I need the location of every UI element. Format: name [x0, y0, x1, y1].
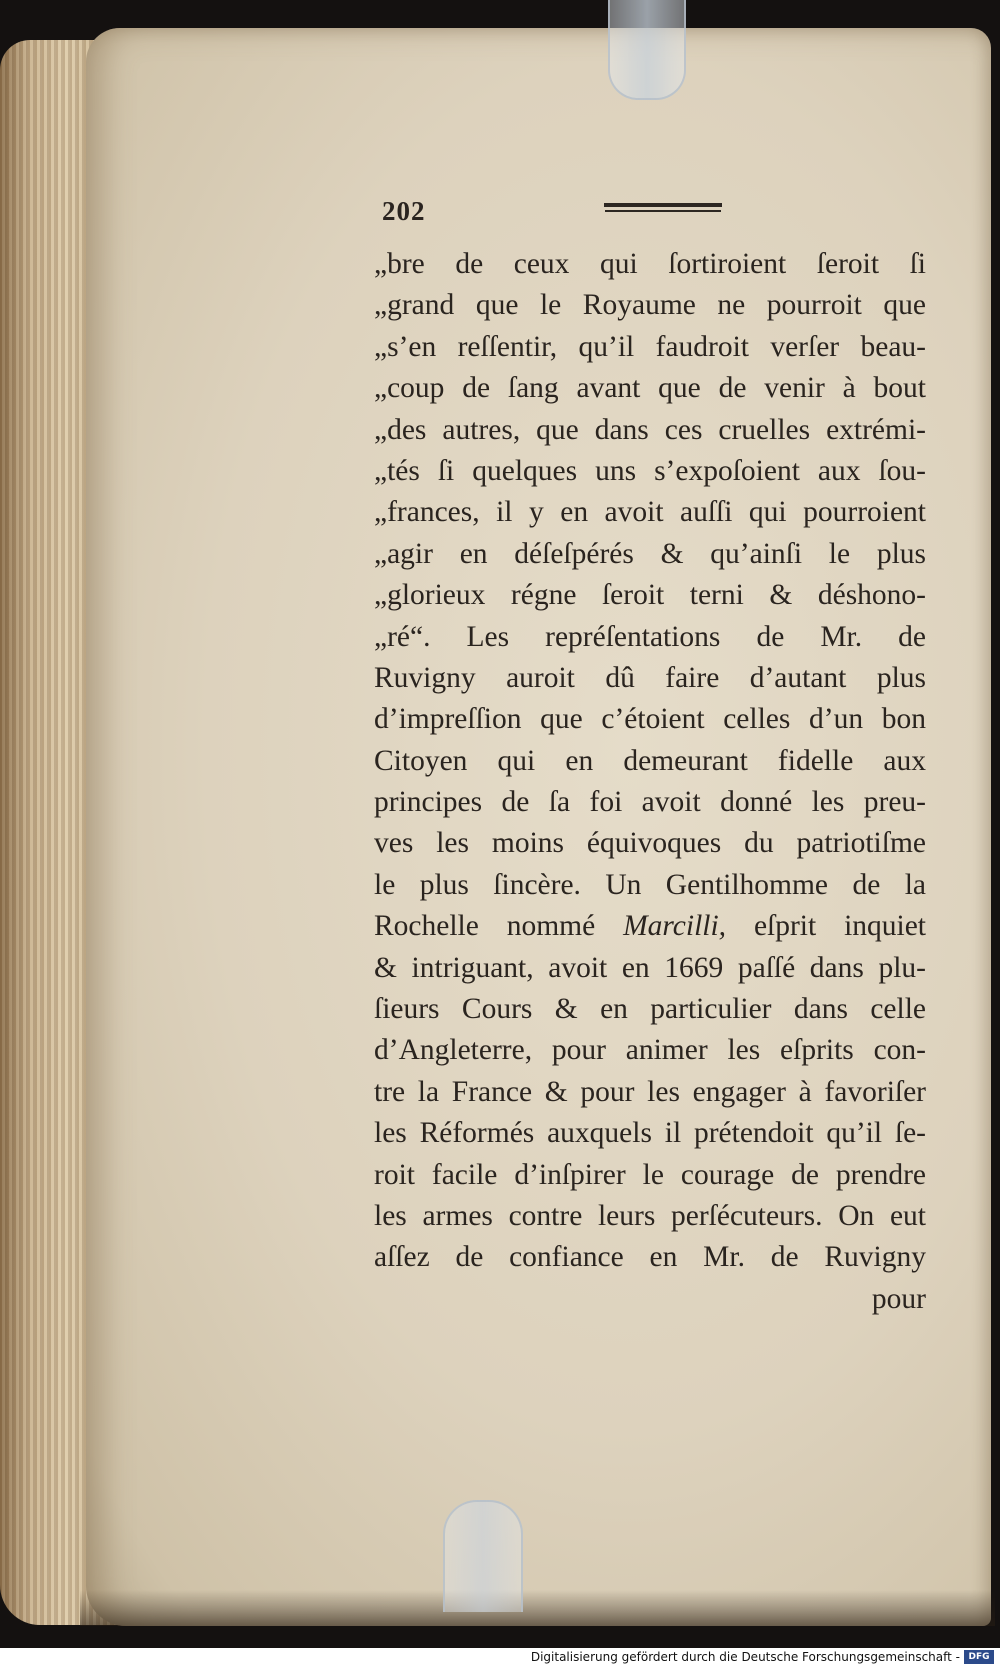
- italic-name: Marcilli,: [623, 910, 727, 943]
- text-line: „grand que le Royaume ne pourroit que: [374, 289, 926, 322]
- text-line: principes de ſa foi avoit donné les preu-: [374, 786, 926, 819]
- text-fragment: Rochelle nommé: [374, 910, 596, 943]
- text-line: le plus ſincère. Un Gentilhomme de la: [374, 868, 926, 901]
- text-line: „bre de ceux qui ſortiroient ſeroit ſi: [374, 248, 926, 280]
- digitization-credit: Digitalisierung gefördert durch die Deutsche Forschungsgemeinschaft -: [530, 1650, 960, 1664]
- text-line: Citoyen qui en demeurant fidelle aux: [374, 744, 926, 777]
- text-line: „ré“. Les repréſentations de Mr. de: [374, 620, 926, 653]
- text-line: aſſez de confiance en Mr. de Ruvigny: [374, 1241, 926, 1274]
- text-line: les armes contre leurs perſécuteurs. On eut: [374, 1199, 926, 1232]
- text-line-with-name: [374, 906, 926, 947]
- body-text: [374, 244, 926, 1320]
- bottom-page-clip: [443, 1500, 523, 1612]
- text-line: „glorieux régne ſeroit terni & déshono-: [374, 579, 926, 612]
- text-line: „s’en reſſentir, qu’il faudroit verſer beau-: [374, 330, 926, 363]
- dfg-logo: DFG: [964, 1650, 994, 1664]
- text-line: d’Angleterre, pour animer les eſprits con-: [374, 1034, 926, 1067]
- text-line: „frances, il y en avoit auſſi qui pourroient: [374, 496, 926, 529]
- text-line: ves les moins équivoques du patriotiſme: [374, 827, 926, 860]
- header-rule: [604, 203, 722, 207]
- page-bottom-shadow: [80, 1590, 995, 1626]
- text-line: & intriguant, avoit en 1669 paſſé dans plu-: [374, 951, 926, 984]
- catchword: pour: [871, 1282, 926, 1315]
- text-line: roit facile d’inſpirer le courage de prendre: [374, 1158, 926, 1191]
- text-line: d’impreſſion que c’étoient celles d’un bon: [374, 703, 926, 736]
- text-line: Ruvigny auroit dû faire d’autant plus: [374, 661, 926, 694]
- text-line: „des autres, que dans ces cruelles extrémi-: [374, 413, 926, 446]
- text-line: „agir en déſeſpérés & qu’ainſi le plus: [374, 537, 926, 570]
- text-line: tre la France & pour les engager à favoriſer: [374, 1075, 926, 1108]
- text-line: les Réformés auxquels il prétendoit qu’il ſe-: [374, 1117, 926, 1150]
- text-line: „tés ſi quelques uns s’expoſoient aux ſou-: [374, 454, 926, 487]
- text-line: ſieurs Cours & en particulier dans celle: [374, 993, 926, 1026]
- top-page-clip: [608, 0, 686, 100]
- text-line: „coup de ſang avant que de venir à bout: [374, 372, 926, 405]
- text-fragment: eſprit inquiet: [753, 910, 926, 943]
- page-number: 202: [382, 196, 426, 226]
